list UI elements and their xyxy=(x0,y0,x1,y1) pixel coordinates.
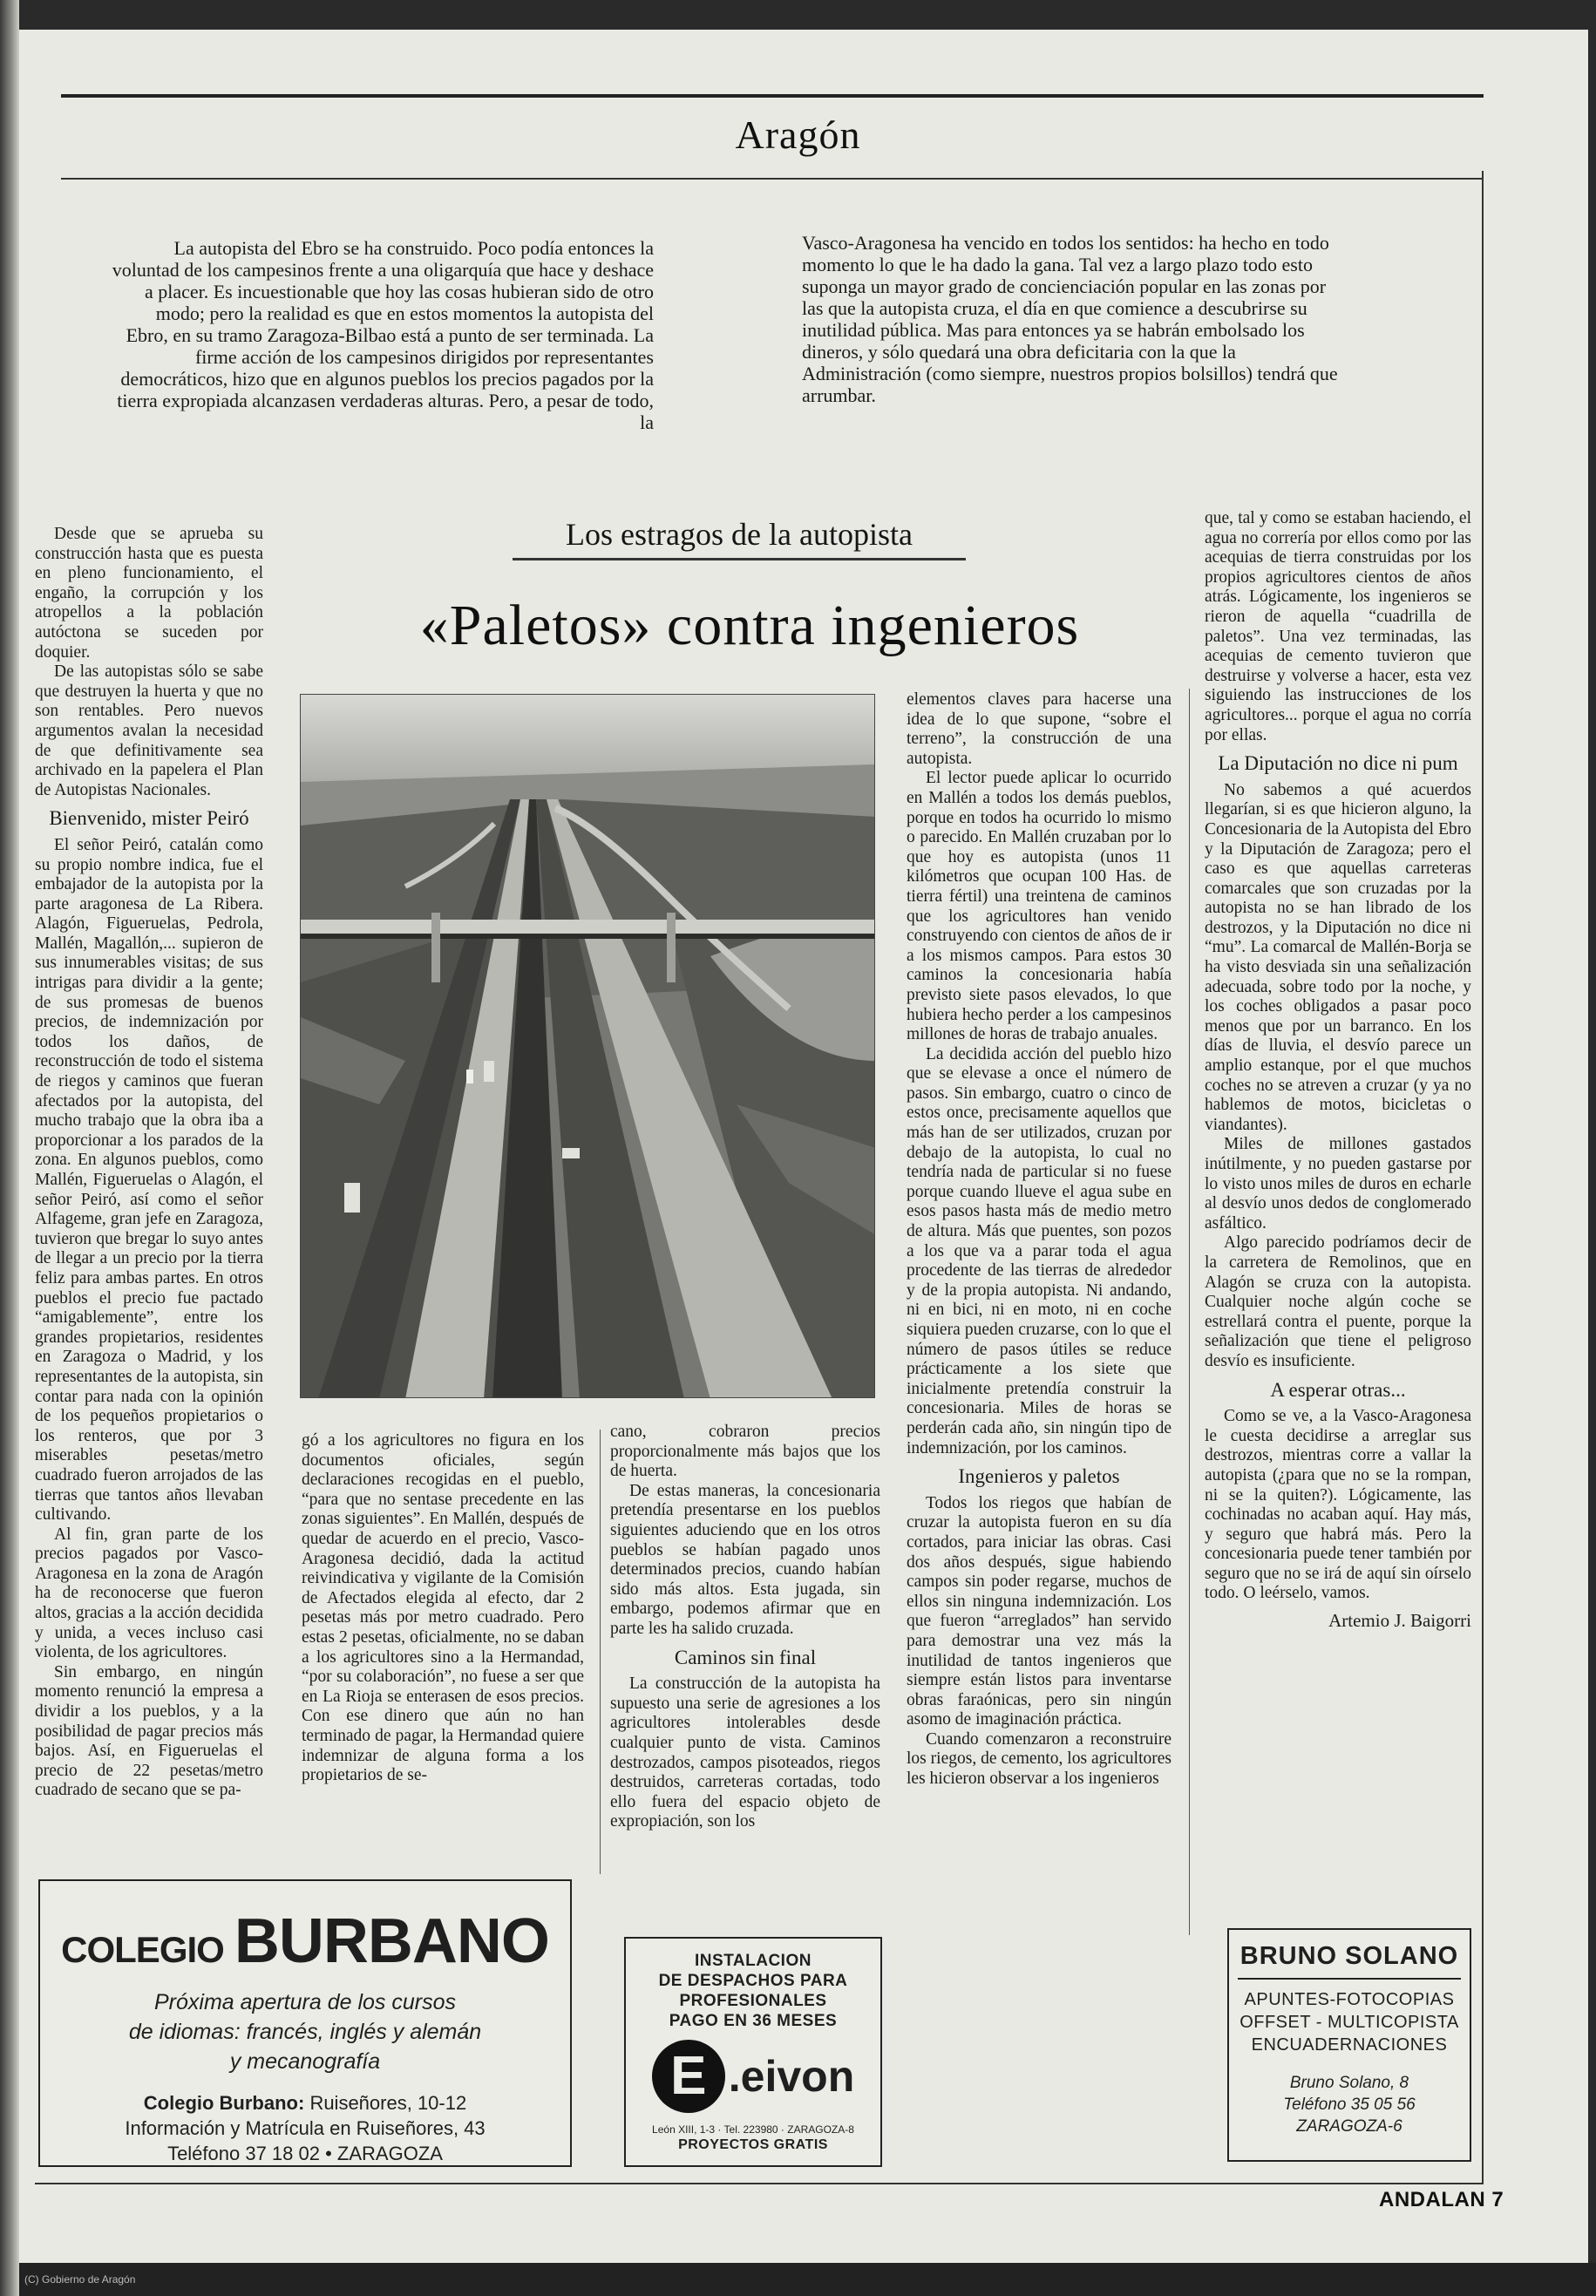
eivon-logo-text: .eivon xyxy=(728,2052,855,2101)
column-3-paragraph: cano, cobraron precios proporcionalmente más bajos que los de huerta. xyxy=(610,1423,880,1481)
column-1-paragraph: El señor Peiró, catalán como su propio nombre indica, fue el embajador de la autopista por la parte aragonesa de La Ribera. Alagón, Figueruelas, Pedrola, Mallén, Magallón,... supieron de sus innumerables visitas; de sus intrigas para dividir a la gente; de sus promesas de buenos precios, de indemnización por todos los daños, de reconstrucción de todo el sistema de riegos y caminos que fueran afectados por la autopista, del mucho trabajo que la obra iba a proporcionar a los parados de la zona. En algunos pueblos, como Mallén, Figueruelas o Alagón, el señor Peiró, así como el señor Alfageme, gran jefe en Zaragoza, tuvieron que bregar lo suyo antes de llegar a un precio por la tierra feliz para ambas partes. En otros pueblos el precio fue pactado “amigablemente”, entre los grandes propietarios, residentes en Zaragoza o Madrid, y los representantes de la autopista, sin contar para nada con la opinión de los pequeños propietarios o los renteros, que por 3 miserables pesetas/metro cuadrado fueron arrojados de las tierras que tantos años llevaban cultivando. xyxy=(35,835,263,1525)
highway-photo-illustration xyxy=(301,695,875,1398)
column-4-paragraph: La decidida acción del pueblo hizo que se elevase a once el número de pasos. Sin embargo, cuatro o cinco de estos once, precisamente aquellos que más han de ser utilizados, cruzan por debajo de la autopista, lo cual no tendría nada de particular si no fuese porque cuando llueve el agua sube en esos pasos hasta más de medio metro de altura. Más que puentes, son pozos a los que va a parar toda el agua procedente de las tierras de alrededor y de la propia autopista. Ni andando, ni en bici, ni en moto, ni en coche siquiera pueden cruzarse, con lo que el número de pasos útiles se reduce prácticamente a los siete que inicialmente pretendía construir la concesionaria. Miles de horas se perderán cada año, sin ningún tipo de indemnización, por los caminos. xyxy=(907,1044,1172,1457)
author-signature: Artemio J. Baigorri xyxy=(1328,1610,1471,1632)
column-5-paragraph: Como se ve, a la Vasco-Aragonesa le cuesta decidirse a arreglar sus destrozos, mientras corre a vallar la autopista (¿para que no se la rompan, ni se la quiten?). Lógicamente, las cochinadas no acaban aquí. Hay más, y seguro que habrá más. Pero la concesionaria puede tener también por seguro que no se irá de aquí sin oírselo todo. O leérselo, vamos. xyxy=(1205,1407,1471,1603)
subheading-diputacion: La Diputación no dice ni pum xyxy=(1218,752,1458,775)
ad-burbano-line: Próxima apertura de los cursos xyxy=(154,1990,456,2014)
article-column-3 xyxy=(610,1423,880,1832)
ad-solano-service: ENCUADERNACIONES xyxy=(1251,2035,1448,2055)
ad-bruno-solano xyxy=(1227,1928,1471,2162)
highway-aerial-photo xyxy=(300,694,875,1398)
ad-solano-address-line: Teléfono 35 05 56 xyxy=(1283,2096,1416,2114)
column-divider xyxy=(1189,689,1190,1935)
frame-top-rule xyxy=(61,178,1484,180)
ad-eivon-line: DE DESPACHOS PARA xyxy=(658,1972,848,1990)
ad-solano-address-line: Bruno Solano, 8 xyxy=(1289,2074,1409,2092)
frame-bottom-rule xyxy=(35,2183,1484,2184)
article-column-5 xyxy=(1205,509,1471,1631)
column-3-paragraph: De estas maneras, la concesionaria pretendía presentarse en los pueblos siguientes aduciendo que en los otros pueblos se habían pagado unos determinados precios, cuando habían sido más altos. Esta jugada, sin embargo, podemos afirmar que en parte les ha salido cruzada. xyxy=(610,1481,880,1638)
ad-burbano-address-label: Colegio Burbano: xyxy=(143,2092,305,2114)
page-binding-edge xyxy=(0,0,19,2296)
subheading-ingenieros: Ingenieros y paletos xyxy=(958,1465,1120,1488)
column-4-paragraph: El lector puede aplicar lo ocurrido en Mallén a todos los demás pueblos, porque en todos ha ocurrido lo mismo o parecido. En Mallén cruzaban por lo que hoy es autopista (unos 11 kilómetros que ocupan 100 Has. de tierra fértil) una treintena de caminos que los agricultores han venido construyendo con cientos de años de ir a los mismos campos. Para estos 30 caminos la concesionaria había previsto siete pasos elevados, lo que hubiera hecho perder a los campesinos millones de horas de trabajo anuales. xyxy=(907,769,1172,1044)
ad-solano-service: OFFSET - MULTICOPISTA xyxy=(1239,2013,1459,2032)
ad-burbano-address-value: Ruiseñores, 10-12 xyxy=(309,2092,467,2114)
eivon-logo-icon: E xyxy=(652,2040,725,2113)
ad-eivon xyxy=(624,1937,882,2167)
column-1-paragraph: Sin embargo, en ningún momento renunció la empresa a dividir a los pueblos, y a la posibilidad de pagar precios más bajos. Así, en Figueruelas el precio de 22 pesetas/metro cuadrado de secano que se pa- xyxy=(35,1662,263,1800)
article-kicker: Los estragos de la autopista xyxy=(513,516,966,560)
column-5-paragraph: No sabemos a qué acuerdos llegarían, si es que hicieron alguno, la Concesionaria de la Autopista del Ebro y la Diputación de Zaragoza; pero el caso es que aquellas carreteras comarcales que son cruzadas por la autopista no se han librado de los destrozos, y la Diputación no dice ni “mu”. La comarcal de Mallén-Borja se ha visto desviada sin una señalización adecuada, sobre todo por la noche, y los coches obligados a pasar poco menos que por un barranco. En los días de lluvia, el desvío parece un amplio estanque, por el que muchos coches no se atreven a cruzar (y ya no hablemos de motos, bicicletas o viandantes). xyxy=(1205,780,1471,1134)
ad-burbano-name-small: COLEGIO xyxy=(61,1929,224,1970)
subheading-esperar: A esperar otras... xyxy=(1270,1378,1406,1401)
article-column-2 xyxy=(302,1431,584,1786)
ad-eivon-address: León XIII, 1-3 · Tel. 223980 · ZARAGOZA-8 xyxy=(652,2123,854,2136)
subheading-caminos: Caminos sin final xyxy=(674,1646,817,1668)
eivon-logo xyxy=(635,2040,872,2113)
column-1-paragraph: Al fin, gran parte de los precios pagados por Vasco-Aragonesa en la zona de Aragón ha de reconocerse que fueron altos, gracias a la acción decidida y unida, a veces incluso casi violenta, de los agricultores. xyxy=(35,1525,263,1662)
column-4-paragraph: Todos los riegos que habían de cruzar la autopista fueron en su día cortados, para iniciar las obras. Casi dos años después, sigue habiendo campos sin poder regarse, muchos de ellos sin ninguna indemnización. Los que fueron “arreglados” han servido para demostrar una vez más la inutilidad de tantos ingenieros que siempre están listos para inventarse obras faraónicas, pero sin ningún asomo de imaginación práctica. xyxy=(907,1493,1172,1729)
lead-paragraph-right: Vasco-Aragonesa ha vencido en todos los sentidos: ha hecho en todo momento lo que le ha dado la gana. Tal vez a largo plazo todo esto suponga un mayor grado de concienciación popular en las zonas por las que la autopista cruza, el día en que comience a descubrirse su inutilidad pública. Mas para entonces ya se habrán embolsado los dineros, y sólo quedará una obra deficitaria con la que la Administración (como siempre, nuestros propios bolsillos) tendrá que arrumbar. xyxy=(802,232,1338,406)
ad-burbano-phone: Teléfono 37 18 02 • ZARAGOZA xyxy=(167,2143,443,2164)
ad-burbano-name-big: BURBANO xyxy=(234,1906,549,1976)
ad-solano-address-line: ZARAGOZA-6 xyxy=(1296,2117,1402,2136)
lead-paragraph-left: La autopista del Ebro se ha construido. Poco podía entonces la voluntad de los campesinos frente a una oligarquía que hace y deshace a placer. Es incuestionable que hoy las cosas hubieran sido de otro modo; pero la realidad es que en estos momentos la autopista del Ebro, en su tramo Zaragoza-Bilbao está a punto de ser terminada. La firme acción de los campesinos dirigidos por representantes democráticos, hizo que en algunos pueblos los precios pagados por la tierra expropiada alcanzasen verdaderas alturas. Pero, a pesar de todo, la xyxy=(112,237,654,433)
ad-burbano-contact xyxy=(58,2090,553,2166)
column-1-paragraph: De las autopistas sólo se sabe que destruyen la huerta y que no son rentables. Pero nuevos argumentos avalan la necesidad de que definitivamente sea archivado en la papelera el Plan de Autopistas Nacionales. xyxy=(35,662,263,799)
ad-eivon-line: PROFESIONALES xyxy=(679,1992,827,2010)
ad-solano-name: BRUNO SOLANO xyxy=(1239,1942,1459,1970)
ad-eivon-footer: PROYECTOS GRATIS xyxy=(678,2137,828,2152)
article-headline: «Paletos» contra ingenieros xyxy=(419,594,1080,657)
ad-eivon-line: INSTALACION xyxy=(695,1952,812,1970)
column-5-paragraph: Algo parecido podríamos decir de la carretera de Remolinos, que en Alagón se cruza con la autopista. Cualquier noche algún coche se estrellará contra el puente, porque la señalización que tiene el peligroso desvío es insuficiente. xyxy=(1205,1233,1471,1370)
article-column-1 xyxy=(35,525,263,1801)
column-4-paragraph: elementos claves para hacerse una idea de lo que supone, “sobre el terreno”, la construcción de una autopista. xyxy=(907,690,1172,768)
section-title: Aragón xyxy=(735,112,861,157)
magazine-footer-page-number: ANDALAN 7 xyxy=(1379,2188,1504,2211)
column-5-paragraph: Miles de millones gastados inútilmente, y no pueden gastarse por lo visto unos miles de duros en echarle al desvío unos dedos de conglomerado asfáltico. xyxy=(1205,1135,1471,1233)
ad-burbano-line: y mecanografía xyxy=(229,2049,381,2074)
ad-solano-address xyxy=(1238,2072,1461,2137)
column-2-paragraph: gó a los agricultores no figura en los documentos oficiales, según declaraciones recogidas en el pueblo, “para que no sentase precedente en las zonas siguientes”. En Mallén, después de quedar de acuerdo en el precio, Vasco-Aragonesa decidió, dada la actitud reivindicativa y vigilante de la Comisión de Afectados elegida al efecto, dar 2 pesetas más por metro cuadrado. Pero estas 2 pesetas, oficialmente, no se daban a los agricultores sino a la Hermandad, “por su colaboración”, no fuese a ser que en La Rioja se enterasen de esos precios. Con ese dinero que aún no han terminado de pagar, la Hermandad quiere indemnizar de alguna forma a los propietarios de se- xyxy=(302,1431,584,1785)
frame-right-rule xyxy=(1482,171,1484,2184)
ad-burbano-courses xyxy=(58,1987,553,2076)
ad-burbano-name xyxy=(58,1905,553,1977)
ad-solano-rule xyxy=(1238,1978,1461,1980)
ad-eivon-line: PAGO EN 36 MESES xyxy=(669,2012,838,2030)
column-3-paragraph: La construcción de la autopista ha supuesto una serie de agresiones a los agricultores intolerables desde cualquier punto de vista. Caminos destrozados, campos pisoteados, riegos destruidos, carreteras cortadas, todo ello fuera del espacio objeto de expropiación, son los xyxy=(610,1674,880,1831)
column-divider xyxy=(600,1430,601,1874)
article-column-4 xyxy=(907,690,1172,1790)
column-5-paragraph: que, tal y como se estaban haciendo, el agua no correría por ellos como por las acequias de tierra construidas por los propios agricultores cientos de años atrás. Lógicamente, los ingenieros se rieron de aquella “cuadrilla de paletos”. Una vez terminadas, las acequias de cemento tuvieron que destruirse y volverse a hacer, esta vez siguiendo las instrucciones de los agricultores... porque el agua no corría por ellas. xyxy=(1205,509,1471,744)
column-4-paragraph: Cuando comenzaron a reconstruire los riegos, de cemento, los agricultores les hicieron observar a los ingenieros xyxy=(907,1729,1172,1789)
ad-burbano-line: de idiomas: francés, inglés y alemán xyxy=(128,2020,482,2044)
scan-credit: (C) Gobierno de Aragón xyxy=(24,2273,136,2286)
ad-burbano-info: Información y Matrícula en Ruiseñores, 43 xyxy=(125,2117,486,2139)
ad-colegio-burbano xyxy=(38,1879,572,2167)
subheading-bienvenido: Bienvenido, mister Peiró xyxy=(49,807,249,830)
ad-solano-service: APUNTES-FOTOCOPIAS xyxy=(1244,1990,1455,2009)
top-rule xyxy=(61,94,1484,98)
column-1-paragraph: Desde que se aprueba su construcción hasta que es puesta en pleno funcionamiento, el engaño, la corrupción y los atropellos a la población autóctona se suceden por doquier. xyxy=(35,525,263,662)
ad-burbano-address xyxy=(58,2090,553,2116)
scan-bottom-band xyxy=(19,2263,1596,2296)
